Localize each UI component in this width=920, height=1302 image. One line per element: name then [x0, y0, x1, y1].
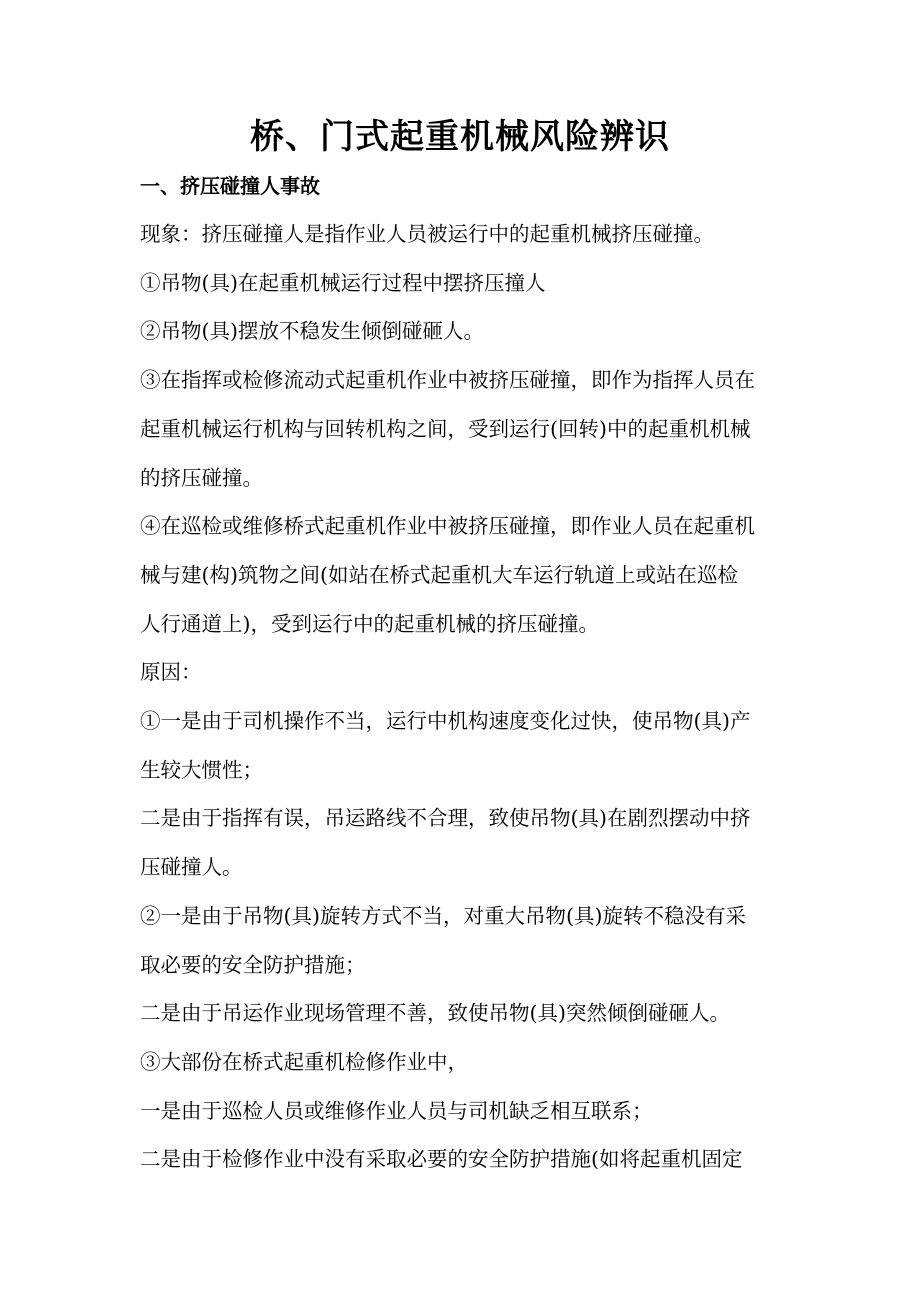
paragraph-line: 的挤压碰撞。: [140, 466, 263, 490]
paragraph-line: 一是由于巡检人员或维修作业人员与司机缺乏相互联系；: [140, 1099, 653, 1123]
paragraph-line: ①一是由于司机操作不当，运行中机构速度变化过快，使吊物(具)产: [140, 709, 751, 733]
paragraph-line: 原因：: [140, 660, 202, 684]
section-heading: 一、挤压碰撞人事故: [140, 174, 320, 198]
paragraph-line: 二是由于检修作业中没有采取必要的安全防护措施(如将起重机固定: [140, 1147, 743, 1171]
paragraph-line: ④在巡检或维修桥式起重机作业中被挤压碰撞，即作业人员在起重机: [140, 514, 755, 538]
paragraph-line: 械与建(构)筑物之间(如站在桥式起重机大车运行轨道上或站在巡检: [140, 563, 738, 587]
paragraph-line: ②一是由于吊物(具)旋转方式不当，对重大吊物(具)旋转不稳没有采: [140, 904, 746, 928]
paragraph-line: 取必要的安全防护措施；: [140, 953, 366, 977]
paragraph-line: 人行通道上)，受到运行中的起重机械的挤压碰撞。: [140, 612, 599, 636]
paragraph-line: 起重机械运行机构与回转机构之间，受到运行(回转)中的起重机机械: [140, 417, 751, 441]
paragraph-line: 生较大惯性；: [140, 758, 263, 782]
paragraph-line: 二是由于指挥有误，吊运路线不合理，致使吊物(具)在剧烈摆动中挤: [140, 806, 751, 830]
paragraph-line: ③大部份在桥式起重机检修作业中，: [140, 1050, 468, 1074]
paragraph-line: 现象：挤压碰撞人是指作业人员被运行中的起重机械挤压碰撞。: [140, 222, 714, 246]
document-title: 桥、门式起重机械风险辨识: [250, 117, 670, 157]
paragraph-line: ②吊物(具)摆放不稳发生倾倒碰砸人。: [140, 319, 484, 343]
paragraph-line: ①吊物(具)在起重机械运行过程中摆挤压撞人: [140, 271, 546, 295]
paragraph-line: ③在指挥或检修流动式起重机作业中被挤压碰撞，即作为指挥人员在: [140, 368, 755, 392]
paragraph-line: 二是由于吊运作业现场管理不善，致使吊物(具)突然倾倒碰砸人。: [140, 1001, 730, 1025]
paragraph-line: 压碰撞人。: [140, 855, 243, 879]
